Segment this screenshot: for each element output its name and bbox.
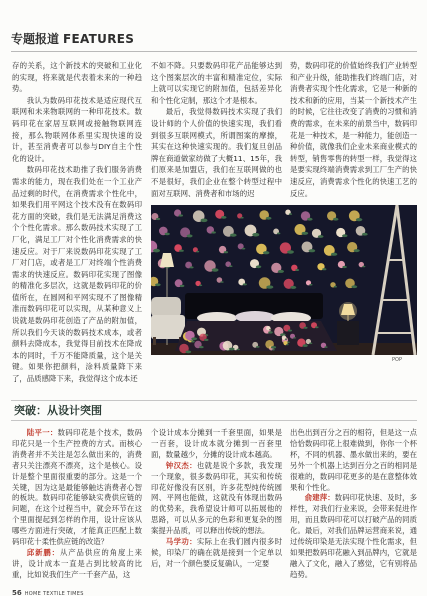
top-column-3 xyxy=(290,60,417,201)
wallpaper-flower-leaf xyxy=(243,283,247,285)
section-heading: 突破：从设计突围 xyxy=(14,404,102,417)
bed-cover-flower-leaf xyxy=(204,339,208,341)
bed-cover-flower-leaf xyxy=(199,346,203,348)
bed-cover-flower-leaf xyxy=(269,329,272,330)
speaker-name: 邱新鹏： xyxy=(26,547,60,557)
wallpaper-flower-leaf xyxy=(241,217,244,219)
wallpaper-flower-leaf xyxy=(287,250,294,253)
wallpaper-flower-leaf xyxy=(190,266,194,268)
chair-seat xyxy=(151,315,185,339)
bed-cover-flower-leaf xyxy=(286,344,289,345)
wallpaper-flower-leaf xyxy=(295,269,299,271)
bed-cover-flower-leaf xyxy=(229,348,235,351)
bed-cover-flower-leaf xyxy=(272,349,275,350)
wallpaper-flower-leaf xyxy=(354,249,360,252)
wallpaper-flower-leaf xyxy=(333,218,339,221)
speaker-paragraph xyxy=(151,461,282,537)
magazine-name: HOME TEXTILE TIMES xyxy=(24,591,84,596)
header-divider xyxy=(11,51,417,52)
wallpaper-flower-leaf xyxy=(165,233,170,236)
bottom-column-1 xyxy=(12,428,142,580)
bed-cover-flower-leaf xyxy=(268,331,273,333)
wallpaper-flower-leaf xyxy=(362,233,368,236)
wallpaper-flower-leaf xyxy=(351,285,357,288)
wallpaper-flower-leaf xyxy=(155,283,161,286)
paragraph: 存的关系，这个新技术的突破和工业化的实现，将来就是代表着未来的一种趋势。 xyxy=(12,61,142,94)
wallpaper-flower-leaf xyxy=(156,218,160,220)
paragraph: 数码印花技术助推了我们服务消费需求的能力，现在我们处在一个工业产品过剩的时代，在消费需求个性化中，如果我们用平网这个技术没有在数码印花方面的突破，我们是无法满足消费这个个性化需求。那么数码技术实现了工厂化，满足工厂对个性化消费需求的快速反应。对于厂来说数码印花实现了工厂对门店，或者是工厂对终端个性消费需求的快速反应。数码印花实现了图像的精准化多层次，这就是数码印花的价值所在，在圆网和平网实现不了图像精准而数码印花可以实现，从某种意义上说就是数码印花创造了产品的附加值，所以我们今天谈的数码技术成本，或者颜料去降成本，我觉得目前技术在降成本的同时，千万不能降质量，这个是关键。如果你把颜料，涂料质量降下来了，品质感降下来，我觉得这个成本还 xyxy=(12,165,142,384)
wallpaper-flower-leaf xyxy=(278,270,284,273)
wallpaper-flower-leaf xyxy=(362,266,365,268)
paragraph: 出色出到百分之百的相符，但是这一点恰恰数码印花上很难做到，你你一个杯杯，不同的机器、墨水做出来的，要在另外一个机器上达到百分之百的相同是很难的，数码印花更多的是在意整体效果和个性化。 xyxy=(290,428,417,492)
bottom-column-3 xyxy=(290,428,417,580)
top-column-1 xyxy=(12,60,142,398)
paragraph-text: 数码印花快速、及时，多样性，对我们行业来说，会带来促进作用，而且数码印花可以打破产品的同质化。最后，对我们品牌运营商来说，通过传统印染是无法实现个性化需求，但如果把数码印花融入到品牌内，它就是融入了文化，融入了感觉，它有别将品趋势。 xyxy=(290,493,417,579)
wallpaper-flower-leaf xyxy=(331,253,337,256)
paragraph-text: 数码印花是个技术，数码印花只是一个生产控费的方式。而核心消费者并不关注是怎么做出来的，消费者只关注漂亮不漂亮，这个是核心。设计是整个里面很重要的部分。这是一个关键，因为这是最能够触达消费者心智的板块。数码印花能够缺实费供应链的问题，在这个过程当中，就会环节在这个里面提起到怎样的作用，设计应该从哪些方面进行突破，才能真正匹配上数码印花十柔性供应链的改造？ xyxy=(12,428,142,547)
page-footer xyxy=(12,585,84,596)
wallpaper-flower-leaf xyxy=(153,249,160,253)
bed-cover-flower-leaf xyxy=(185,351,191,354)
section-title-cn: 专题报道 xyxy=(11,32,60,46)
bottom-column-2 xyxy=(151,428,282,580)
wallpaper-flower-leaf xyxy=(356,218,362,221)
bed-cover-flower-leaf xyxy=(303,344,308,347)
wallpaper-flower-leaf xyxy=(212,231,216,233)
wallpaper-flower-leaf xyxy=(307,218,313,221)
speaker-name: 陆平一： xyxy=(26,428,58,437)
section-header xyxy=(11,31,134,47)
paragraph-text: 实际上在我们圆内很多时候，印染厂的确在就是接到一个定单以后，对一个颜色要反复确认，一定要 xyxy=(151,537,282,568)
wallpaper-flower-leaf xyxy=(196,251,199,253)
speaker-name: 钟汉杰： xyxy=(165,460,197,470)
speaker-paragraph xyxy=(12,428,142,548)
wallpaper-flower-leaf xyxy=(289,213,292,215)
bed-cover-flower-leaf xyxy=(237,349,240,351)
nightstand xyxy=(337,321,359,345)
speaker-paragraph xyxy=(290,493,417,580)
page-number: 56 xyxy=(12,589,22,596)
wallpaper-flower-leaf xyxy=(266,217,272,220)
wallpaper-flower-leaf xyxy=(309,284,312,286)
wallpaper-flower-leaf xyxy=(302,232,309,235)
wallpaper-flower-leaf xyxy=(224,251,228,253)
wallpaper-flower-leaf xyxy=(179,250,184,252)
paragraph: 势，数码印花的价值始终我们产业转型和产业升级，能助推我们终端门店，对消费者实现个性化需求，它是一种新的技术和新的应用，当某一个新技术产生的时候，它往往改变了消费的习惯和消费的需求，在未来的前景当中，数码印花是一种技术，是一种能力，能创造一种价值，就像我们企业未来商业模式的转型，销售零售的转型一样，我觉得这是要实现终端消费需求到工厂生产的快速反应，消费需求个性化的快速工艺的反应。 xyxy=(290,61,417,198)
wallpaper-flower-leaf xyxy=(290,286,296,289)
wallpaper-flower-leaf xyxy=(342,266,346,268)
bed-cover-flower-leaf xyxy=(304,327,308,329)
wallpaper-flower-leaf xyxy=(252,233,259,237)
bed-cover-flower-leaf xyxy=(191,341,194,343)
paragraph-text: 也就是说个多款，我发现一个现象，很多数码印花，其实和传统印花好像没有区别，许多花型纯传统圆网、平网也能做，这就没有体现出数码的优势来，我希望设计师可以拓展他的思路，可以从多元的色彩和更复杂的图案提升品质，可以释出传统的想法。 xyxy=(151,460,282,536)
wallpaper-flower-leaf xyxy=(229,265,232,267)
paragraph: 不如不降。只要数码印花产品能够达到这个图案层次的丰富和精准定位，实际上就可以实现它的附加值，包括差异化和个性化定制，那这个才是根本。 xyxy=(151,61,282,105)
speaker-paragraph xyxy=(151,537,282,570)
wallpaper-flower-leaf xyxy=(342,234,347,237)
wallpaper-flower-leaf xyxy=(309,249,316,252)
chair-back xyxy=(151,297,181,317)
paragraph-text: 从产品供应的角度上来讲，设计成本一直是占到比较高的比重，比如说我们生产一千套产品，这 xyxy=(12,547,142,579)
chair-leg xyxy=(153,337,156,345)
wallpaper-flower-leaf xyxy=(230,234,237,237)
top-column-2 xyxy=(151,60,282,201)
wallpaper-flower-leaf xyxy=(334,286,337,288)
wallpaper-flower-leaf xyxy=(277,233,280,235)
paragraph: 最后，我觉得数码技术实现了我们设计师的个人价值的快速实现，我们看到很多互联网模式，所谓图案的摩擦，其实在这种快速实现的。我们复旦创品牌在商道做家纺做了大概11、15年，我们原来是加盟店，我们在互联网做的也不是很好，我们企业在整个转型过程中面对互联网、消费者和市场的迟 xyxy=(151,107,282,198)
wallpaper-flower-leaf xyxy=(187,234,193,237)
bedroom-photo xyxy=(151,205,417,355)
photo-credit: POP xyxy=(392,357,402,363)
wallpaper-flower-leaf xyxy=(318,235,324,238)
bed-cover-flower-leaf xyxy=(191,337,197,340)
paragraph: 个设计成本分摊到一千套里面，如果是一百套，设计成本就分摊到一百套里面，数量越少，分摊的设计成本越高。 xyxy=(151,428,282,459)
bed-cover-flower-leaf xyxy=(271,346,276,349)
paragraph: 我认为数码印花技术是适应现代互联网和未来物联网的一种印花技术。数码印花在家居互联网或接触物联网连接，那么物联网体系里实现快速的设计，甚至消费者可以参与DIY自主个性化的设计。 xyxy=(12,95,142,163)
wallpaper-flower-leaf xyxy=(179,214,183,216)
bed-cover-flower-leaf xyxy=(256,346,260,348)
wallpaper-flower-leaf xyxy=(256,265,261,268)
wallpaper-flower-leaf xyxy=(322,268,326,270)
wallpaper-flower-leaf xyxy=(266,285,273,288)
wallpaper-flower-leaf xyxy=(263,251,269,254)
bed-cover-flower-leaf xyxy=(285,339,288,340)
bed-cover-flower-leaf xyxy=(288,330,292,332)
wallpaper-flower-leaf xyxy=(201,219,208,223)
bed-cover-flower-leaf xyxy=(309,343,312,345)
section-heading-band xyxy=(11,400,417,421)
wallpaper-flower-leaf xyxy=(242,248,246,250)
bedroom-photo-illustration xyxy=(151,205,417,355)
speaker-paragraph xyxy=(12,548,142,580)
bed-cover-flower-leaf xyxy=(315,326,319,328)
section-title-en: FEATURES xyxy=(63,32,135,46)
wallpaper-flower-leaf xyxy=(199,285,202,287)
wallpaper-flower-leaf xyxy=(221,216,226,219)
speaker-name: 俞建萍： xyxy=(304,493,335,503)
bed-cover-flower-leaf xyxy=(324,346,327,348)
wallpaper-flower-leaf xyxy=(212,268,219,271)
wallpaper-flower-leaf xyxy=(180,285,185,287)
bed-cover-flower-leaf xyxy=(293,337,296,338)
speaker-name: 马学功： xyxy=(165,537,197,547)
wallpaper-flower-leaf xyxy=(220,281,223,283)
